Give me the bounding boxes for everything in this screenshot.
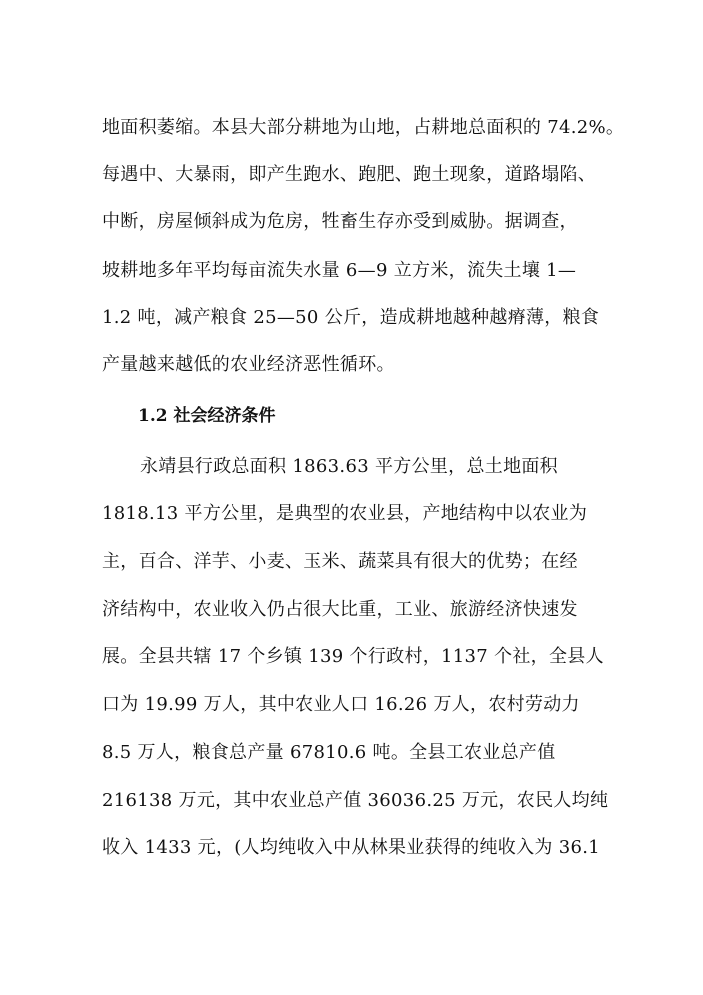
paragraph-line: 济结构中，农业收入仍占很大比重，工业、旅游经济快速发 (102, 599, 578, 620)
paragraph-line: 地面积萎缩。本县大部分耕地为山地，占耕地总面积的 74.2%。 (102, 117, 625, 138)
paragraph-line: 口为 19.99 万人，其中农业人口 16.26 万人，农村劳动力 (102, 694, 580, 715)
paragraph-line: 1818.13 平方公里，是典型的农业县，产地结构中以农业为 (102, 503, 588, 524)
paragraph-line: 中断，房屋倾斜成为危房，牲畜生存亦受到威胁。据调查， (102, 211, 578, 232)
paragraph-line: 展。全县共辖 17 个乡镇 139 个行政村，1137 个社，全县人 (102, 646, 604, 667)
paragraph-line: 每遇中、大暴雨，即产生跑水、跑肥、跑土现象，道路塌陷、 (102, 164, 597, 185)
paragraph-line: 216138 万元，其中农业总产值 36036.25 万元，农民人均纯 (102, 790, 609, 811)
section-heading: 1.2 社会经济条件 (138, 406, 276, 426)
paragraph-line: 主，百合、洋芋、小麦、玉米、蔬菜具有很大的优势；在经 (102, 551, 578, 572)
paragraph-line: 产量越来越低的农业经济恶性循环。 (102, 354, 395, 375)
paragraph-line: 1.2 吨，减产粮食 25—50 公斤，造成耕地越种越瘠薄，粮食 (102, 307, 600, 328)
paragraph-line: 永靖县行政总面积 1863.63 平方公里，总土地面积 (140, 456, 558, 477)
paragraph-line: 8.5 万人，粮食总产量 67810.6 吨。全县工农业总产值 (102, 742, 556, 763)
paragraph-line: 坡耕地多年平均每亩流失水量 6—9 立方米，流失土壤 1— (102, 260, 577, 281)
paragraph-line: 收入 1433 元，(人均纯收入中从林果业获得的纯收入为 36.1 (102, 837, 600, 858)
